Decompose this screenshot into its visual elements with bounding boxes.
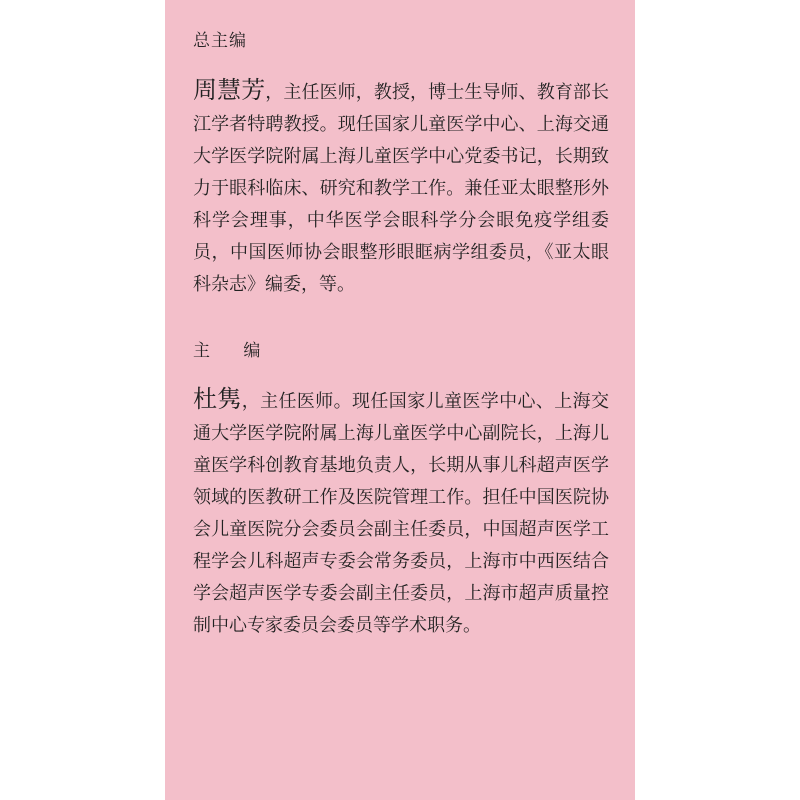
editor-bio-text: ，主任医师。现任国家儿童医学中心、上海交通大学医学院附属上海儿童医学中心副院长，上海儿童医学科创教育基地负责人，长期从事儿科超声医学领域的医教研工作及医院管理工作。担任中国医院协会儿童医院分会委员会副主任委员，中国超声医学工程学会儿科超声专委会常务委员，上海市中西医结合学会超声医学专委会副主任委员，上海市超声质量控制中心专家委员会委员等学术职务。: [193, 391, 610, 636]
chief-editor-bio-text: ，主任医师，教授，博士生导师、教育部长江学者特聘教授。现任国家儿童医学中心、上海交通大学医学院附属上海儿童医学中心党委书记，长期致力于眼科临床、研究和教学工作。兼任亚太眼整形外科学会理事，中华医学会眼科学分会眼免疫学组委员，中国医师协会眼整形眼眶病学组委员，《亚太眼科杂志》编委，等。: [193, 82, 610, 295]
chief-editor-heading: 总主编: [193, 31, 247, 51]
editor-heading: 主 编: [193, 341, 275, 361]
editor-name: 杜隽: [193, 385, 242, 413]
chief-editor-bio: [193, 74, 609, 301]
chief-editor-name: 周慧芳: [193, 76, 266, 104]
editor-info-panel: [165, 0, 635, 800]
editor-bio: [193, 383, 609, 642]
